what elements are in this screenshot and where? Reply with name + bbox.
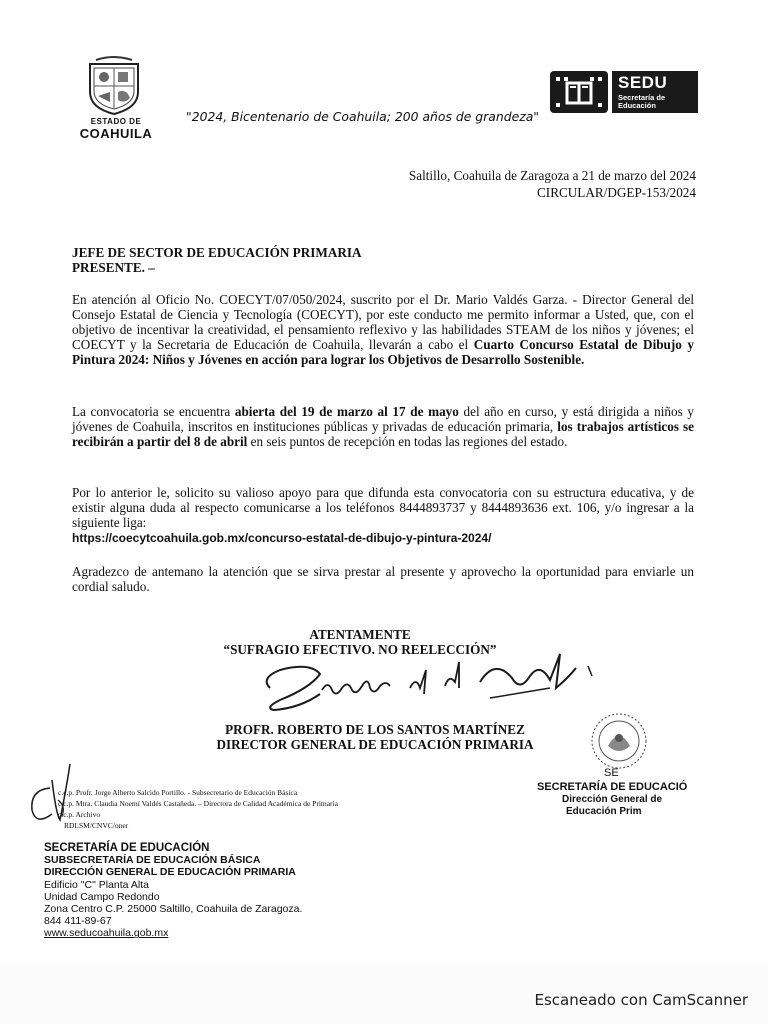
contest-link[interactable]: https://coecytcoahuila.gob.mx/concurso-estatal-de-dibujo-y-pintura-2024/ [72, 531, 492, 545]
addressee-line1: JEFE DE SECTOR DE EDUCACIÓN PRIMARIA [72, 245, 362, 260]
ccp-line4: RDLSM/CNVC/oner [64, 821, 129, 830]
p3-text: Por lo anterior le, solicito su valioso apoyo para que difunda esta convocatoria con su estructura educativa, y de existir alguna duda al respecto comunicarse a los teléfonos 8444893737 y 8444893636 ext. 106, y/o ingresar a la siguiente liga: [72, 485, 694, 530]
footer-org1: SECRETARÍA DE EDUCACIÓN [44, 842, 210, 854]
p2-c: del año en curso, y está dirigida a niños y jóvenes de Coahuila, inscritos en instituciones públicas y privadas de educación primaria, [72, 404, 694, 434]
sedu-title: SEDU [618, 73, 668, 92]
footer-addr1: Edificio "C" Planta Alta [44, 878, 149, 891]
ccp-line3: c.c.p. Archivo [58, 810, 101, 819]
coahuila-coat-of-arms-icon [82, 56, 146, 116]
circular-number: CIRCULAR/DGEP-153/2024 [537, 185, 696, 200]
addressee-line2: PRESENTE. – [72, 260, 155, 275]
p2-e: en seis puntos de recepción en todas las regiones del estado. [247, 434, 568, 449]
handwritten-signature [250, 648, 600, 718]
p4-text: Agradezco de antemano la atención que se sirva prestar al presente y aprovecho la oportunidad para enviarle un cordial saludo. [72, 564, 694, 594]
signer-position: DIRECTOR GENERAL DE EDUCACIÓN PRIMARIA [216, 737, 534, 752]
footer-org2: SUBSECRETARÍA DE EDUCACIÓN BÁSICA [44, 854, 261, 867]
p1-text: En atención al Oficio No. COECYT/07/050/2024, suscrito por el Dr. Mario Valdés Garza. - Director General del Consejo Estatal de Ciencia y Tecnología (COECYT), por este conducto me permito informar a Usted, que, con el objetivo de incentivar la creatividad, el pensamiento reflexivo y las habilidades STEAM de los niños y jóvenes; el COECYT y la Secretaria de Educación de Coahuila, llevarán a cabo el [72, 292, 694, 352]
p2-reception: los trabajos artísticos se recibirán a partir del 8 de abril [72, 419, 694, 449]
state-label-small: ESTADO DE [90, 117, 142, 126]
paragraph-2 [72, 404, 694, 449]
sedu-logo [550, 71, 698, 113]
p2-dates: abierta del 19 de marzo al 17 de mayo [234, 404, 459, 419]
p1-contest-name: Cuarto Concurso Estatal de Dibujo y Pintura 2024: Niños y Jóvenes en acción para lograr los Objetivos de Desarrollo Sostenible. [72, 337, 694, 367]
official-seal-icon [590, 712, 648, 770]
ccp-line2: c.c.p. Mtra. Claudia Noemí Valdés Castañeda. – Directora de Calidad Académica de Primaria [58, 799, 338, 808]
camscanner-watermark: Escaneado con CamScanner [534, 991, 748, 1009]
footer-addr3: Zona Centro C.P. 25000 Saltillo, Coahuila de Zaragoza. [44, 903, 303, 916]
signer-name: PROFR. ROBERTO DE LOS SANTOS MARTÍNEZ [225, 722, 525, 737]
footer-phone: 844 411-89-67 [44, 915, 112, 928]
date-line: Saltillo, Coahuila de Zaragoza a 21 de marzo del 2024 [408, 168, 696, 183]
paragraph-3 [72, 485, 694, 546]
addressee [72, 245, 362, 275]
p2-a: La convocatoria se encuentra [72, 404, 235, 419]
paragraph-4 [72, 564, 694, 594]
footer [44, 842, 302, 940]
seal-se: SE [604, 767, 619, 779]
footer-org3: DIRECCIÓN GENERAL DE EDUCACIÓN PRIMARIA [44, 866, 296, 879]
header-motto: "2024, Bicentenario de Coahuila; 200 años de grandeza" [186, 109, 539, 124]
footer-url[interactable]: www.seducoahuila.gob.mx [44, 927, 169, 940]
sedu-subtitle: Secretaría de Educación [618, 93, 666, 110]
state-label-big: COAHUILA [79, 126, 153, 141]
slogan: “SUFRAGIO EFECTIVO. NO REELECCIÓN” [223, 642, 497, 657]
closing: ATENTAMENTE [309, 627, 411, 642]
seal-line2: Dirección General de [562, 794, 663, 805]
seal-line1: SECRETARÍA DE EDUCACIÓ [537, 781, 688, 793]
ccp-line1: c.c.p. Profr. Jorge Alberto Salcido Portillo. - Subsecretario de Educación Básica [58, 788, 298, 797]
paragraph-1 [72, 292, 694, 367]
seal-line3: Educación Prim [566, 806, 642, 817]
sedu-book-icon [550, 71, 608, 113]
sedu-wordmark [612, 71, 698, 113]
footer-addr2: Unidad Campo Redondo [44, 890, 160, 903]
